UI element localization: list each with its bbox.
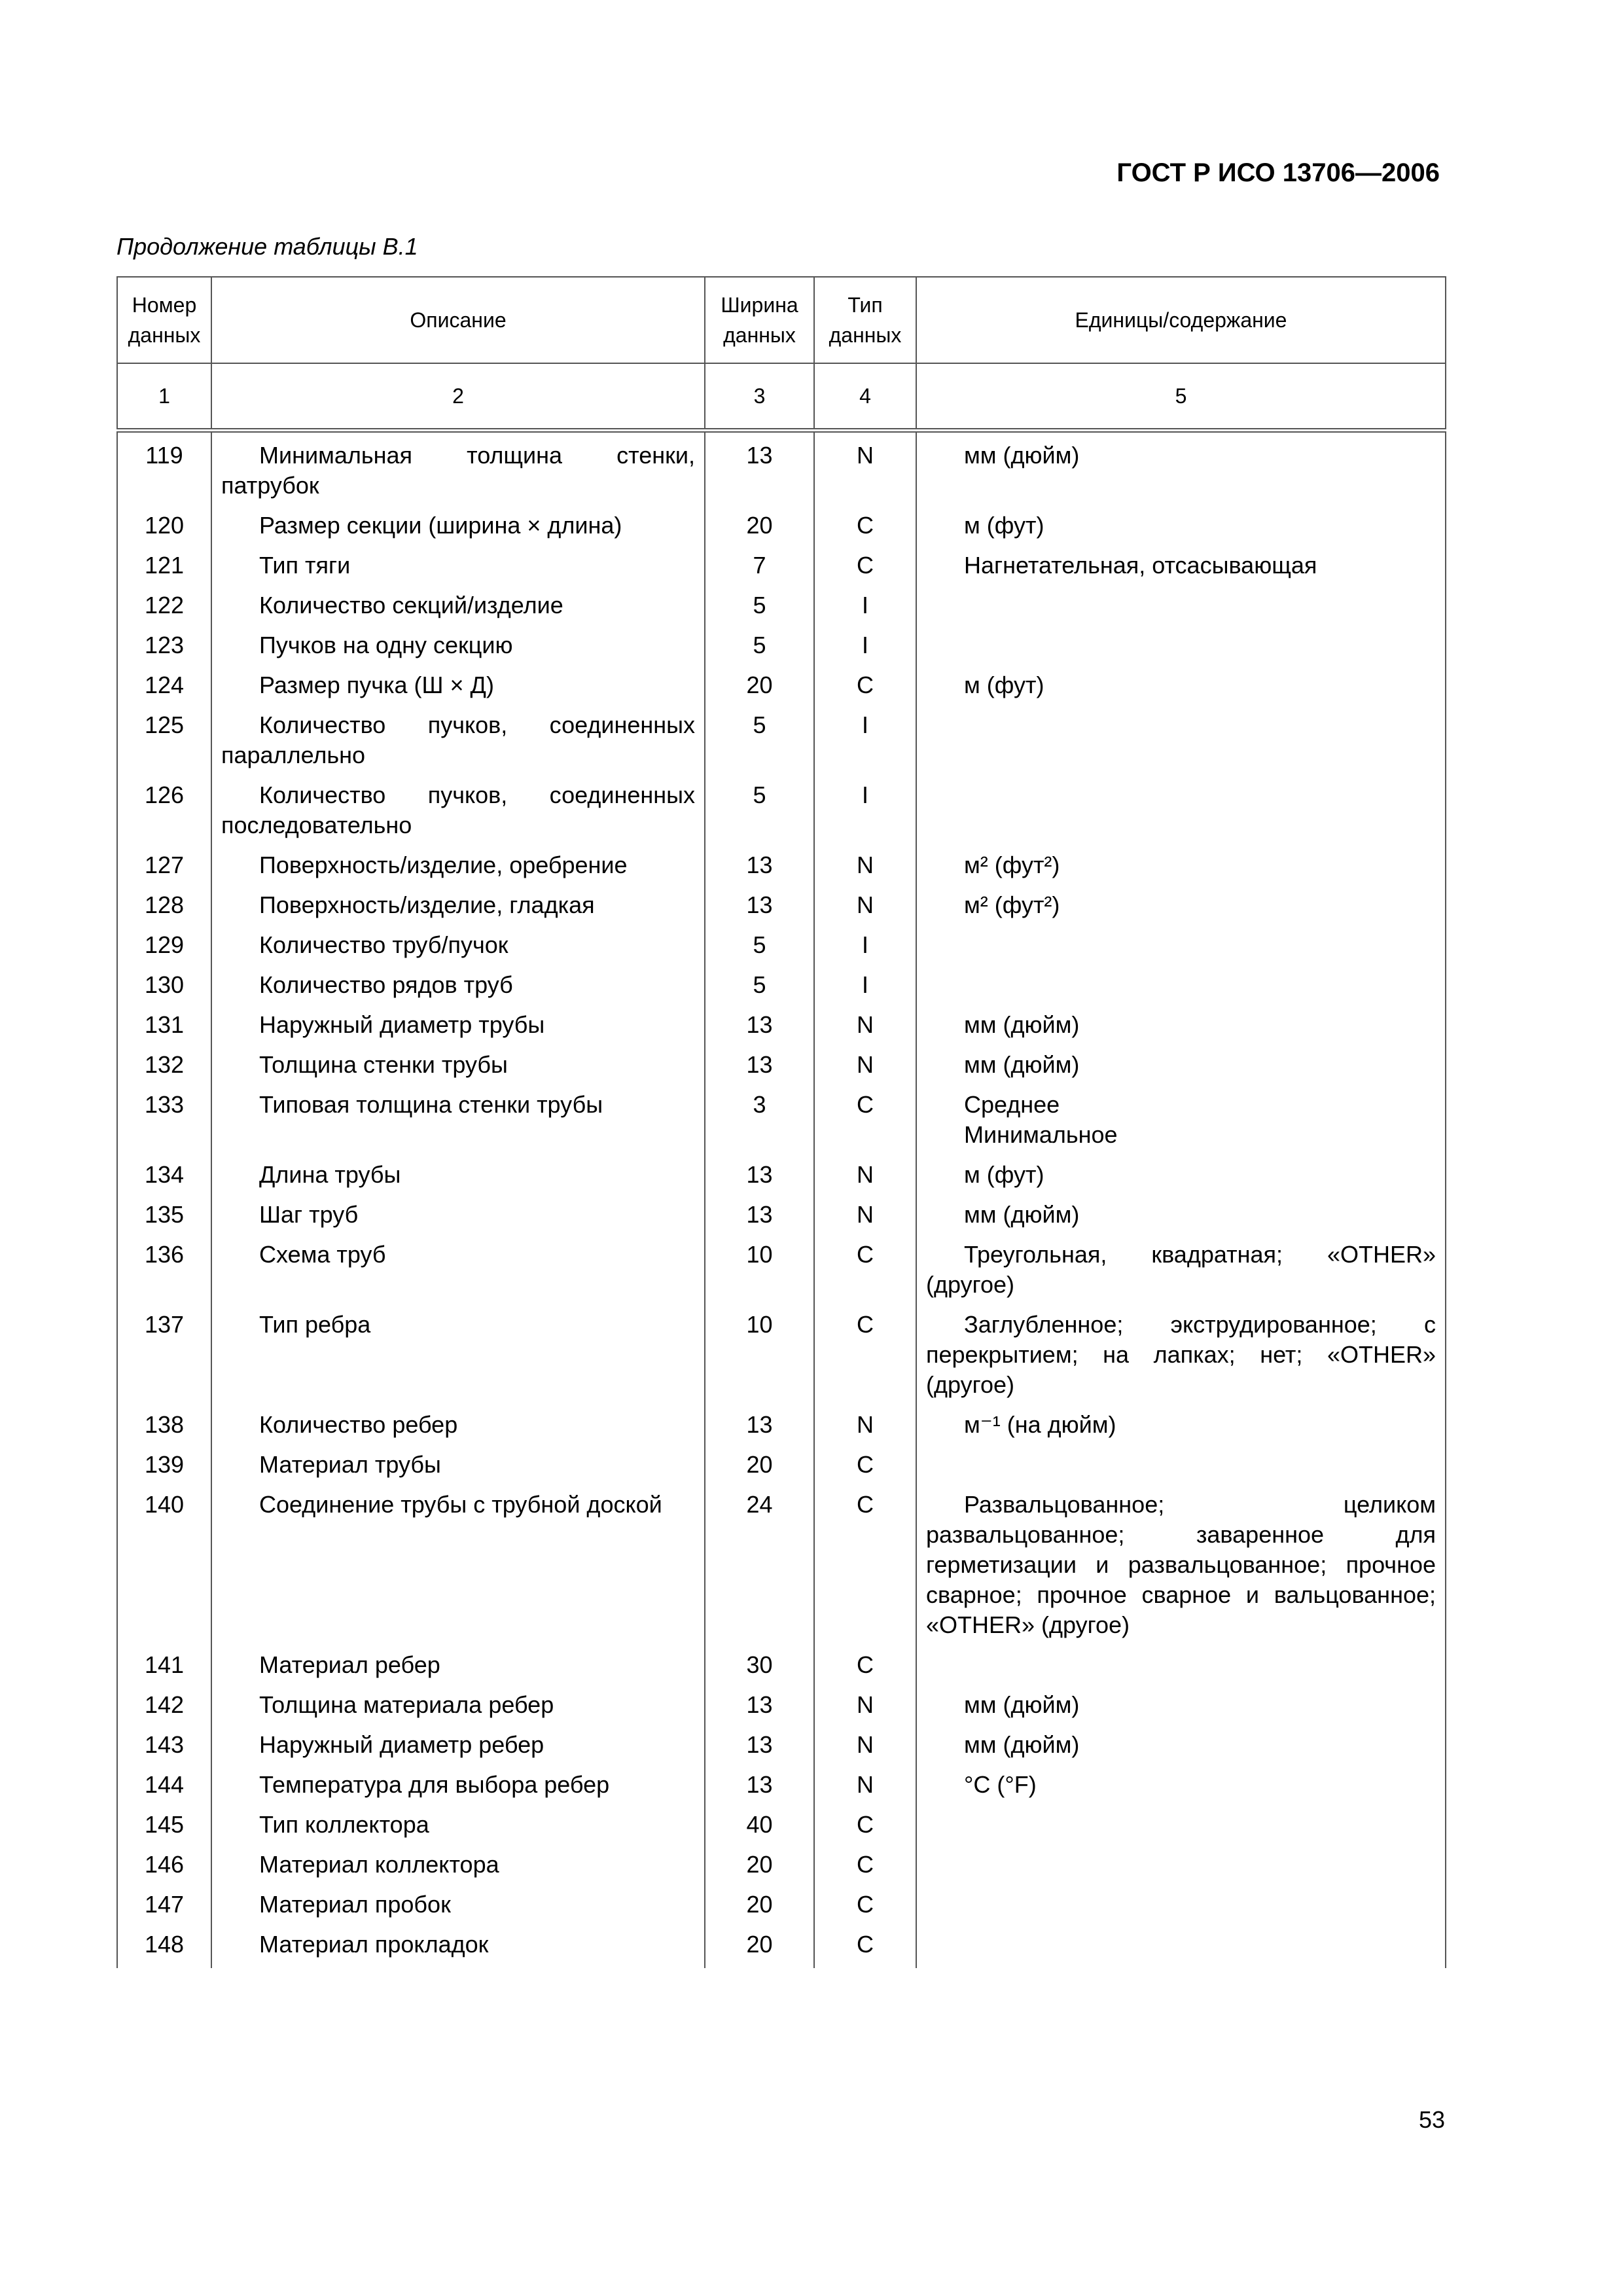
row-number-cell: 128 (117, 889, 211, 929)
row-type-cell: I (814, 709, 916, 779)
cell-text: м (фут) (964, 512, 1044, 539)
row-number-cell: 146 (117, 1848, 211, 1888)
cell-text: Размер секции (ширина × длина) (259, 512, 622, 539)
row-width-cell: 13 (705, 889, 814, 929)
row-units-cell (916, 1888, 1446, 1928)
row-units-cell (916, 1009, 1446, 1049)
row-width-cell: 13 (705, 1729, 814, 1768)
table-row (117, 1198, 1446, 1238)
cell-text: Шаг труб (259, 1201, 359, 1228)
table-row (117, 1408, 1446, 1448)
cell-text: Длина трубы (259, 1161, 401, 1188)
row-number-cell: 131 (117, 1009, 211, 1049)
row-number-cell: 122 (117, 589, 211, 629)
row-type-cell: N (814, 889, 916, 929)
row-number-cell: 145 (117, 1808, 211, 1848)
row-description-cell (211, 1649, 705, 1689)
cell-text: мм (дюйм) (964, 1731, 1080, 1758)
row-description-cell (211, 629, 705, 669)
column-number: 5 (916, 363, 1446, 431)
cell-text: мм (дюйм) (964, 1691, 1080, 1718)
row-number-cell: 136 (117, 1238, 211, 1308)
table-row (117, 669, 1446, 709)
cell-text: м² (фут²) (964, 852, 1060, 878)
row-type-cell: C (814, 1488, 916, 1649)
row-description-cell (211, 1009, 705, 1049)
row-width-cell: 20 (705, 669, 814, 709)
cell-text: Поверхность/изделие, оребрение (259, 852, 628, 878)
cell-text: Заглубленное; экструдированное; с перекрытием; на лапках; нет; «OTHER» (другое) (926, 1311, 1436, 1398)
row-description-cell (211, 1448, 705, 1488)
row-width-cell: 24 (705, 1488, 814, 1649)
cell-text: мм (дюйм) (964, 442, 1080, 469)
row-description-cell (211, 849, 705, 889)
table-row (117, 1488, 1446, 1649)
table-row (117, 1689, 1446, 1729)
row-units-cell (916, 1238, 1446, 1308)
row-type-cell: C (814, 1448, 916, 1488)
column-header-units: Единицы/содержание (916, 277, 1446, 363)
row-width-cell: 30 (705, 1649, 814, 1689)
cell-text: Количество труб/пучок (259, 931, 508, 958)
table-row (117, 1308, 1446, 1408)
row-type-cell: I (814, 779, 916, 849)
row-description-cell (211, 431, 705, 510)
row-type-cell: C (814, 509, 916, 549)
row-width-cell: 20 (705, 1848, 814, 1888)
cell-text: Треугольная, квадратная; «OTHER» (другое) (926, 1241, 1436, 1298)
row-type-cell: C (814, 1928, 916, 1968)
row-units-cell (916, 1088, 1446, 1158)
cell-text: Количество пучков, соединенных параллельно (221, 711, 695, 768)
row-description-cell (211, 1689, 705, 1729)
table-row (117, 1888, 1446, 1928)
row-units-cell (916, 1689, 1446, 1729)
cell-text: Среднее (964, 1091, 1060, 1118)
row-number-cell: 142 (117, 1689, 211, 1729)
row-width-cell: 13 (705, 1049, 814, 1088)
row-units-cell (916, 1158, 1446, 1198)
row-number-cell: 135 (117, 1198, 211, 1238)
row-description-cell (211, 929, 705, 969)
row-number-cell: 120 (117, 509, 211, 549)
row-width-cell: 13 (705, 1009, 814, 1049)
row-units-cell (916, 589, 1446, 629)
row-units-cell (916, 929, 1446, 969)
row-description-cell (211, 509, 705, 549)
cell-text: мм (дюйм) (964, 1201, 1080, 1228)
row-width-cell: 13 (705, 1408, 814, 1448)
row-units-cell (916, 549, 1446, 589)
row-number-cell: 134 (117, 1158, 211, 1198)
row-description-cell (211, 1198, 705, 1238)
row-description-cell (211, 1049, 705, 1088)
row-type-cell: C (814, 549, 916, 589)
row-description-cell (211, 669, 705, 709)
row-units-cell (916, 849, 1446, 889)
table-row (117, 929, 1446, 969)
cell-text: Количество секций/изделие (259, 592, 563, 619)
row-description-cell (211, 1928, 705, 1968)
table-row (117, 509, 1446, 549)
row-type-cell: C (814, 1308, 916, 1408)
row-number-cell: 139 (117, 1448, 211, 1488)
table-row (117, 629, 1446, 669)
row-units-cell (916, 1848, 1446, 1888)
row-units-cell (916, 431, 1446, 510)
table-row (117, 1448, 1446, 1488)
cell-text: Материал ребер (259, 1651, 440, 1678)
cell-text: Количество ребер (259, 1411, 458, 1438)
row-type-cell: C (814, 1088, 916, 1158)
row-units-cell (916, 1049, 1446, 1088)
row-units-cell (916, 629, 1446, 669)
row-type-cell: N (814, 849, 916, 889)
table-row (117, 1158, 1446, 1198)
table-row (117, 431, 1446, 510)
row-units-cell (916, 709, 1446, 779)
table-row (117, 1049, 1446, 1088)
row-type-cell: C (814, 1888, 916, 1928)
row-number-cell: 127 (117, 849, 211, 889)
cell-text: Тип коллектора (259, 1811, 429, 1838)
row-width-cell: 13 (705, 1768, 814, 1808)
row-number-cell: 147 (117, 1888, 211, 1928)
row-description-cell (211, 1238, 705, 1308)
row-number-cell: 138 (117, 1408, 211, 1448)
row-type-cell: N (814, 1158, 916, 1198)
cell-text: Пучков на одну секцию (259, 632, 513, 658)
row-number-cell: 130 (117, 969, 211, 1009)
row-description-cell (211, 1088, 705, 1158)
row-width-cell: 13 (705, 1689, 814, 1729)
row-width-cell: 13 (705, 849, 814, 889)
row-description-cell (211, 1488, 705, 1649)
cell-text: Температура для выбора ребер (259, 1771, 610, 1798)
row-description-cell (211, 1158, 705, 1198)
row-type-cell: N (814, 1009, 916, 1049)
table-caption: Продолжение таблицы B.1 (116, 233, 418, 260)
row-type-cell: C (814, 669, 916, 709)
table-row (117, 1808, 1446, 1848)
column-numbers-row (117, 363, 1446, 431)
cell-text: м (фут) (964, 1161, 1044, 1188)
table-header (117, 277, 1446, 431)
table-row (117, 589, 1446, 629)
row-width-cell: 40 (705, 1808, 814, 1848)
column-number: 1 (117, 363, 211, 431)
row-units-cell (916, 1448, 1446, 1488)
cell-text: мм (дюйм) (964, 1011, 1080, 1038)
row-width-cell: 13 (705, 1158, 814, 1198)
page-number: 53 (1418, 2106, 1445, 2133)
table-row (117, 549, 1446, 589)
row-type-cell: I (814, 629, 916, 669)
row-description-cell (211, 1808, 705, 1848)
row-description-cell (211, 1768, 705, 1808)
cell-text: Количество пучков, соединенных последовательно (221, 781, 695, 838)
cell-text: Схема труб (259, 1241, 386, 1268)
cell-text: Тип ребра (259, 1311, 371, 1338)
cell-text: Развальцованное; целиком развальцованное; заваренное для герметизации и развальцованное; прочное сварное; прочное сварное и вальцованное; «OTHER» (другое) (926, 1491, 1436, 1638)
cell-text: м² (фут²) (964, 891, 1060, 918)
row-description-cell (211, 889, 705, 929)
table-row (117, 889, 1446, 929)
row-number-cell: 141 (117, 1649, 211, 1689)
column-header-number: Номер данных (117, 277, 211, 363)
cell-text: Наружный диаметр ребер (259, 1731, 544, 1758)
row-description-cell (211, 1888, 705, 1928)
row-units-cell (916, 1408, 1446, 1448)
table-row (117, 969, 1446, 1009)
cell-text: Минимальное (964, 1121, 1118, 1148)
table-row (117, 1009, 1446, 1049)
cell-text: Материал коллектора (259, 1851, 499, 1878)
row-type-cell: N (814, 1729, 916, 1768)
row-units-cell (916, 1308, 1446, 1408)
cell-text: м (фут) (964, 672, 1044, 698)
table-row (117, 1848, 1446, 1888)
row-type-cell: C (814, 1238, 916, 1308)
column-number: 2 (211, 363, 705, 431)
row-description-cell (211, 779, 705, 849)
cell-text: м⁻¹ (на дюйм) (964, 1411, 1116, 1438)
row-units-cell (916, 509, 1446, 549)
row-type-cell: C (814, 1848, 916, 1888)
row-number-cell: 132 (117, 1049, 211, 1088)
cell-text: °C (°F) (964, 1771, 1037, 1798)
cell-text: Типовая толщина стенки трубы (259, 1091, 603, 1118)
row-number-cell: 124 (117, 669, 211, 709)
row-width-cell: 7 (705, 549, 814, 589)
row-units-cell (916, 1928, 1446, 1968)
row-number-cell: 123 (117, 629, 211, 669)
standard-header: ГОСТ Р ИСО 13706—2006 (1116, 158, 1440, 187)
row-number-cell: 140 (117, 1488, 211, 1649)
table-row (117, 849, 1446, 889)
data-table (116, 276, 1446, 1968)
row-number-cell: 133 (117, 1088, 211, 1158)
row-type-cell: C (814, 1649, 916, 1689)
cell-text: Материал прокладок (259, 1931, 489, 1958)
cell-text: Материал трубы (259, 1451, 441, 1478)
row-description-cell (211, 1729, 705, 1768)
column-number: 3 (705, 363, 814, 431)
cell-text: Материал пробок (259, 1891, 451, 1918)
cell-text: Минимальная толщина стенки, патрубок (221, 442, 695, 499)
row-type-cell: I (814, 929, 916, 969)
cell-text: мм (дюйм) (964, 1051, 1080, 1078)
cell-text: Толщина стенки трубы (259, 1051, 508, 1078)
row-units-cell (916, 1768, 1446, 1808)
column-header-type: Тип данных (814, 277, 916, 363)
table-row (117, 1729, 1446, 1768)
column-number: 4 (814, 363, 916, 431)
row-units-cell (916, 669, 1446, 709)
row-number-cell: 126 (117, 779, 211, 849)
row-width-cell: 13 (705, 431, 814, 510)
row-width-cell: 20 (705, 509, 814, 549)
row-width-cell: 5 (705, 929, 814, 969)
row-width-cell: 5 (705, 969, 814, 1009)
row-type-cell: N (814, 1408, 916, 1448)
row-width-cell: 3 (705, 1088, 814, 1158)
row-description-cell (211, 709, 705, 779)
row-width-cell: 13 (705, 1198, 814, 1238)
row-width-cell: 5 (705, 629, 814, 669)
row-width-cell: 20 (705, 1448, 814, 1488)
cell-text: Соединение трубы с трубной доской (259, 1491, 662, 1518)
row-type-cell: I (814, 589, 916, 629)
cell-text: Толщина материала ребер (259, 1691, 554, 1718)
cell-text: Наружный диаметр трубы (259, 1011, 545, 1038)
row-description-cell (211, 1848, 705, 1888)
row-units-cell (916, 889, 1446, 929)
row-width-cell: 20 (705, 1928, 814, 1968)
cell-text: Нагнетательная, отсасывающая (964, 552, 1317, 579)
row-number-cell: 125 (117, 709, 211, 779)
row-number-cell: 129 (117, 929, 211, 969)
row-units-cell (916, 1649, 1446, 1689)
row-number-cell: 119 (117, 431, 211, 510)
column-header-description: Описание (211, 277, 705, 363)
table-row (117, 1649, 1446, 1689)
row-units-cell (916, 779, 1446, 849)
row-description-cell (211, 1308, 705, 1408)
table-row (117, 779, 1446, 849)
column-labels-row (117, 277, 1446, 363)
row-width-cell: 10 (705, 1308, 814, 1408)
row-units-cell (916, 1729, 1446, 1768)
row-units-cell (916, 1488, 1446, 1649)
row-type-cell: N (814, 1689, 916, 1729)
row-width-cell: 5 (705, 709, 814, 779)
row-number-cell: 121 (117, 549, 211, 589)
table-row (117, 1768, 1446, 1808)
row-units-cell (916, 969, 1446, 1009)
row-type-cell: C (814, 1808, 916, 1848)
row-number-cell: 143 (117, 1729, 211, 1768)
table-row (117, 1088, 1446, 1158)
row-width-cell: 5 (705, 779, 814, 849)
row-number-cell: 148 (117, 1928, 211, 1968)
column-header-width: Ширина данных (705, 277, 814, 363)
row-width-cell: 5 (705, 589, 814, 629)
row-number-cell: 144 (117, 1768, 211, 1808)
row-units-cell (916, 1198, 1446, 1238)
row-type-cell: N (814, 1198, 916, 1238)
row-width-cell: 10 (705, 1238, 814, 1308)
row-number-cell: 137 (117, 1308, 211, 1408)
table-row (117, 1928, 1446, 1968)
row-type-cell: N (814, 431, 916, 510)
cell-text: Поверхность/изделие, гладкая (259, 891, 595, 918)
table-row (117, 1238, 1446, 1308)
row-units-cell (916, 1808, 1446, 1848)
table-body (117, 431, 1446, 1969)
row-type-cell: I (814, 969, 916, 1009)
table-row (117, 709, 1446, 779)
row-description-cell (211, 1408, 705, 1448)
cell-text: Размер пучка (Ш × Д) (259, 672, 494, 698)
row-description-cell (211, 589, 705, 629)
cell-text: Количество рядов труб (259, 971, 513, 998)
row-description-cell (211, 549, 705, 589)
row-description-cell (211, 969, 705, 1009)
row-type-cell: N (814, 1768, 916, 1808)
row-width-cell: 20 (705, 1888, 814, 1928)
cell-text: Тип тяги (259, 552, 351, 579)
row-type-cell: N (814, 1049, 916, 1088)
